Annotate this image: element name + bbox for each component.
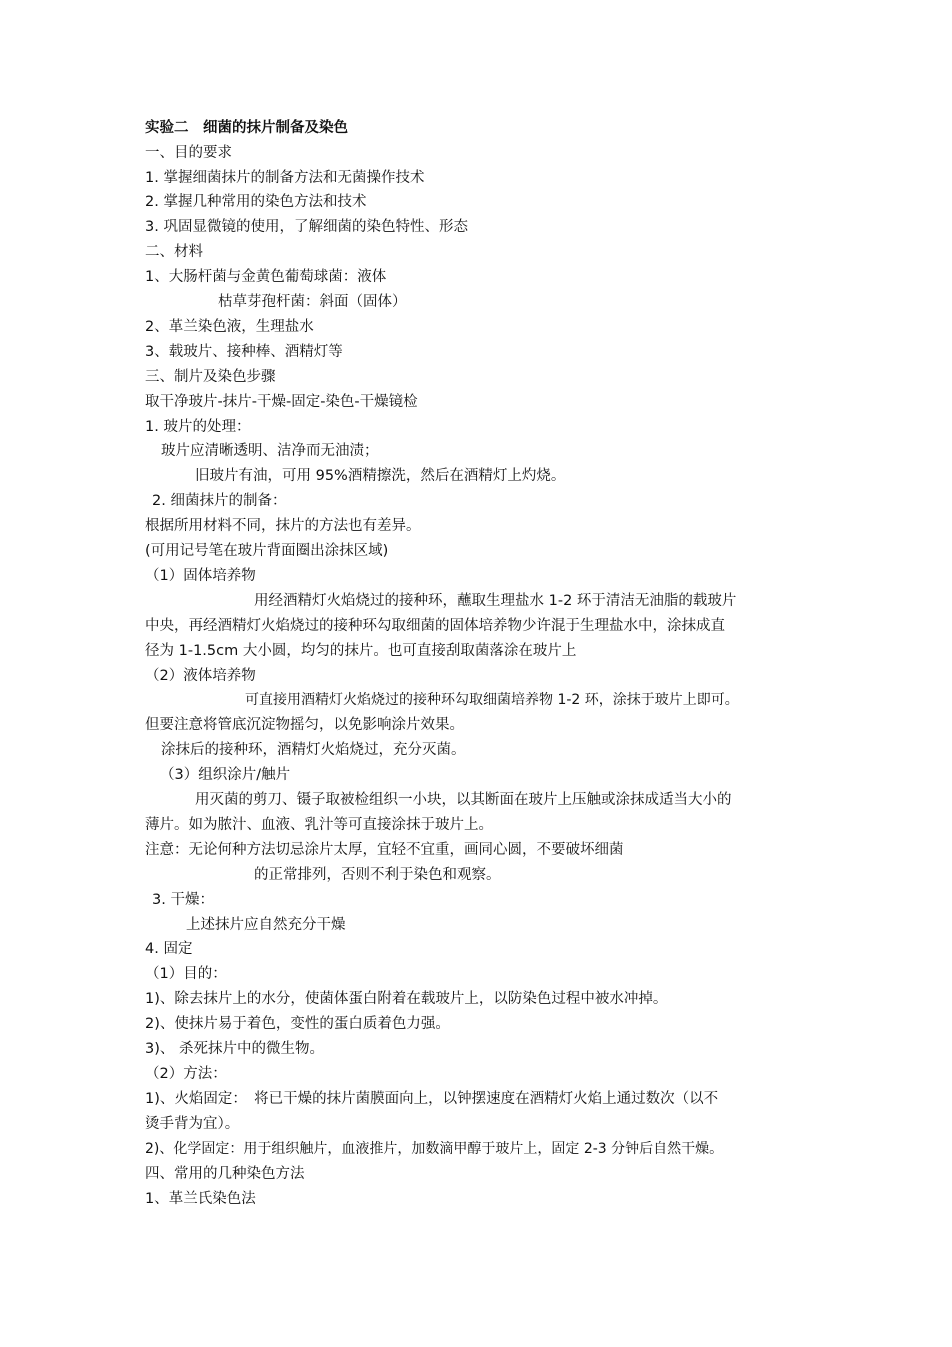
text-line: 1、革兰氏染色法 [145, 1191, 256, 1207]
text-line: 2)、使抹片易于着色，变性的蛋白质着色力强。 [145, 1016, 450, 1032]
text-line: 4. 固定 [145, 941, 193, 957]
text-line: 旧玻片有油，可用 95%酒精擦洗，然后在酒精灯上灼烧。 [195, 468, 566, 484]
text-line: 1. 玻片的处理： [145, 419, 251, 435]
text-line: (可用记号笔在玻片背面圈出涂抹区域) [145, 543, 389, 559]
text-line: （2）方法： [145, 1066, 227, 1082]
text-line: 注意：无论何种方法切忌涂片太厚，宜轻不宜重，画同心圆，不要破坏细菌 [145, 842, 624, 858]
text-line: 取干净玻片-抹片-干燥-固定-染色-干燥镜检 [145, 394, 418, 410]
text-line: 玻片应清晰透明、洁净而无油渍； [161, 443, 379, 459]
text-line: 枯草芽孢杆菌：斜面（固体） [218, 294, 407, 310]
text-line: 3)、 杀死抹片中的微生物。 [145, 1041, 324, 1057]
text-line: 2. 细菌抹片的制备： [152, 493, 287, 509]
text-line: 3、载玻片、接种棒、酒精灯等 [145, 344, 343, 360]
text-line: 的正常排列，否则不利于染色和观察。 [254, 867, 501, 883]
text-line: 2. 掌握几种常用的染色方法和技术 [145, 194, 367, 210]
text-line: 1)、除去抹片上的水分，使菌体蛋白附着在载玻片上，以防染色过程中被水冲掉。 [145, 991, 668, 1007]
text-line: 薄片。如为脓汁、血液、乳汁等可直接涂抹于玻片上。 [145, 817, 493, 833]
text-line: （1）目的： [145, 966, 227, 982]
text-line: 中央，再经酒精灯火焰烧过的接种环勾取细菌的固体培养物少许混于生理盐水中，涂抹成直 [145, 618, 725, 634]
text-line: 1、大肠杆菌与金黄色葡萄球菌：液体 [145, 269, 387, 285]
text-line: 涂抹后的接种环，酒精灯火焰烧过，充分灭菌。 [161, 742, 466, 758]
text-line: 但要注意将管底沉淀物摇匀，以免影响涂片效果。 [145, 717, 464, 733]
text-line: 一、目的要求 [145, 145, 232, 161]
text-line: 1)、火焰固定： 将已干燥的抹片菌膜面向上，以钟摆速度在酒精灯火焰上通过数次（以不 [145, 1091, 719, 1107]
text-line: 二、材料 [145, 244, 203, 260]
document-title: 实验二 细菌的抹片制备及染色 [145, 120, 348, 136]
text-line: 用灭菌的剪刀、镊子取被检组织一小块，以其断面在玻片上压触或涂抹成适当大小的 [195, 792, 732, 808]
text-line: 上述抹片应自然充分干燥 [186, 917, 346, 933]
text-line: 2)、化学固定：用于组织触片，血液推片，加数滴甲醇于玻片上，固定 2-3 分钟后自然干燥。 [145, 1141, 724, 1157]
text-line: （3）组织涂片/触片 [160, 767, 291, 783]
text-line: 径为 1-1.5cm 大小圆，均匀的抹片。也可直接刮取菌落涂在玻片上 [145, 643, 577, 659]
text-line: （1）固体培养物 [145, 568, 256, 584]
text-line: 3. 干燥： [152, 892, 214, 908]
text-line: 四、常用的几种染色方法 [145, 1166, 305, 1182]
text-line: 用经酒精灯火焰烧过的接种环，蘸取生理盐水 1-2 环于清洁无油脂的载玻片 [254, 593, 737, 609]
text-line: 根据所用材料不同，抹片的方法也有差异。 [145, 518, 421, 534]
text-line: 烫手背为宜）。 [145, 1116, 240, 1132]
text-line: 三、制片及染色步骤 [145, 369, 276, 385]
text-line: 3. 巩固显微镜的使用，了解细菌的染色特性、形态 [145, 219, 468, 235]
text-line: （2）液体培养物 [145, 668, 256, 684]
text-line: 1. 掌握细菌抹片的制备方法和无菌操作技术 [145, 170, 425, 186]
text-line: 2、革兰染色液，生理盐水 [145, 319, 314, 335]
text-line: 可直接用酒精灯火焰烧过的接种环勾取细菌培养物 1-2 环，涂抹于玻片上即可。 [245, 692, 739, 708]
